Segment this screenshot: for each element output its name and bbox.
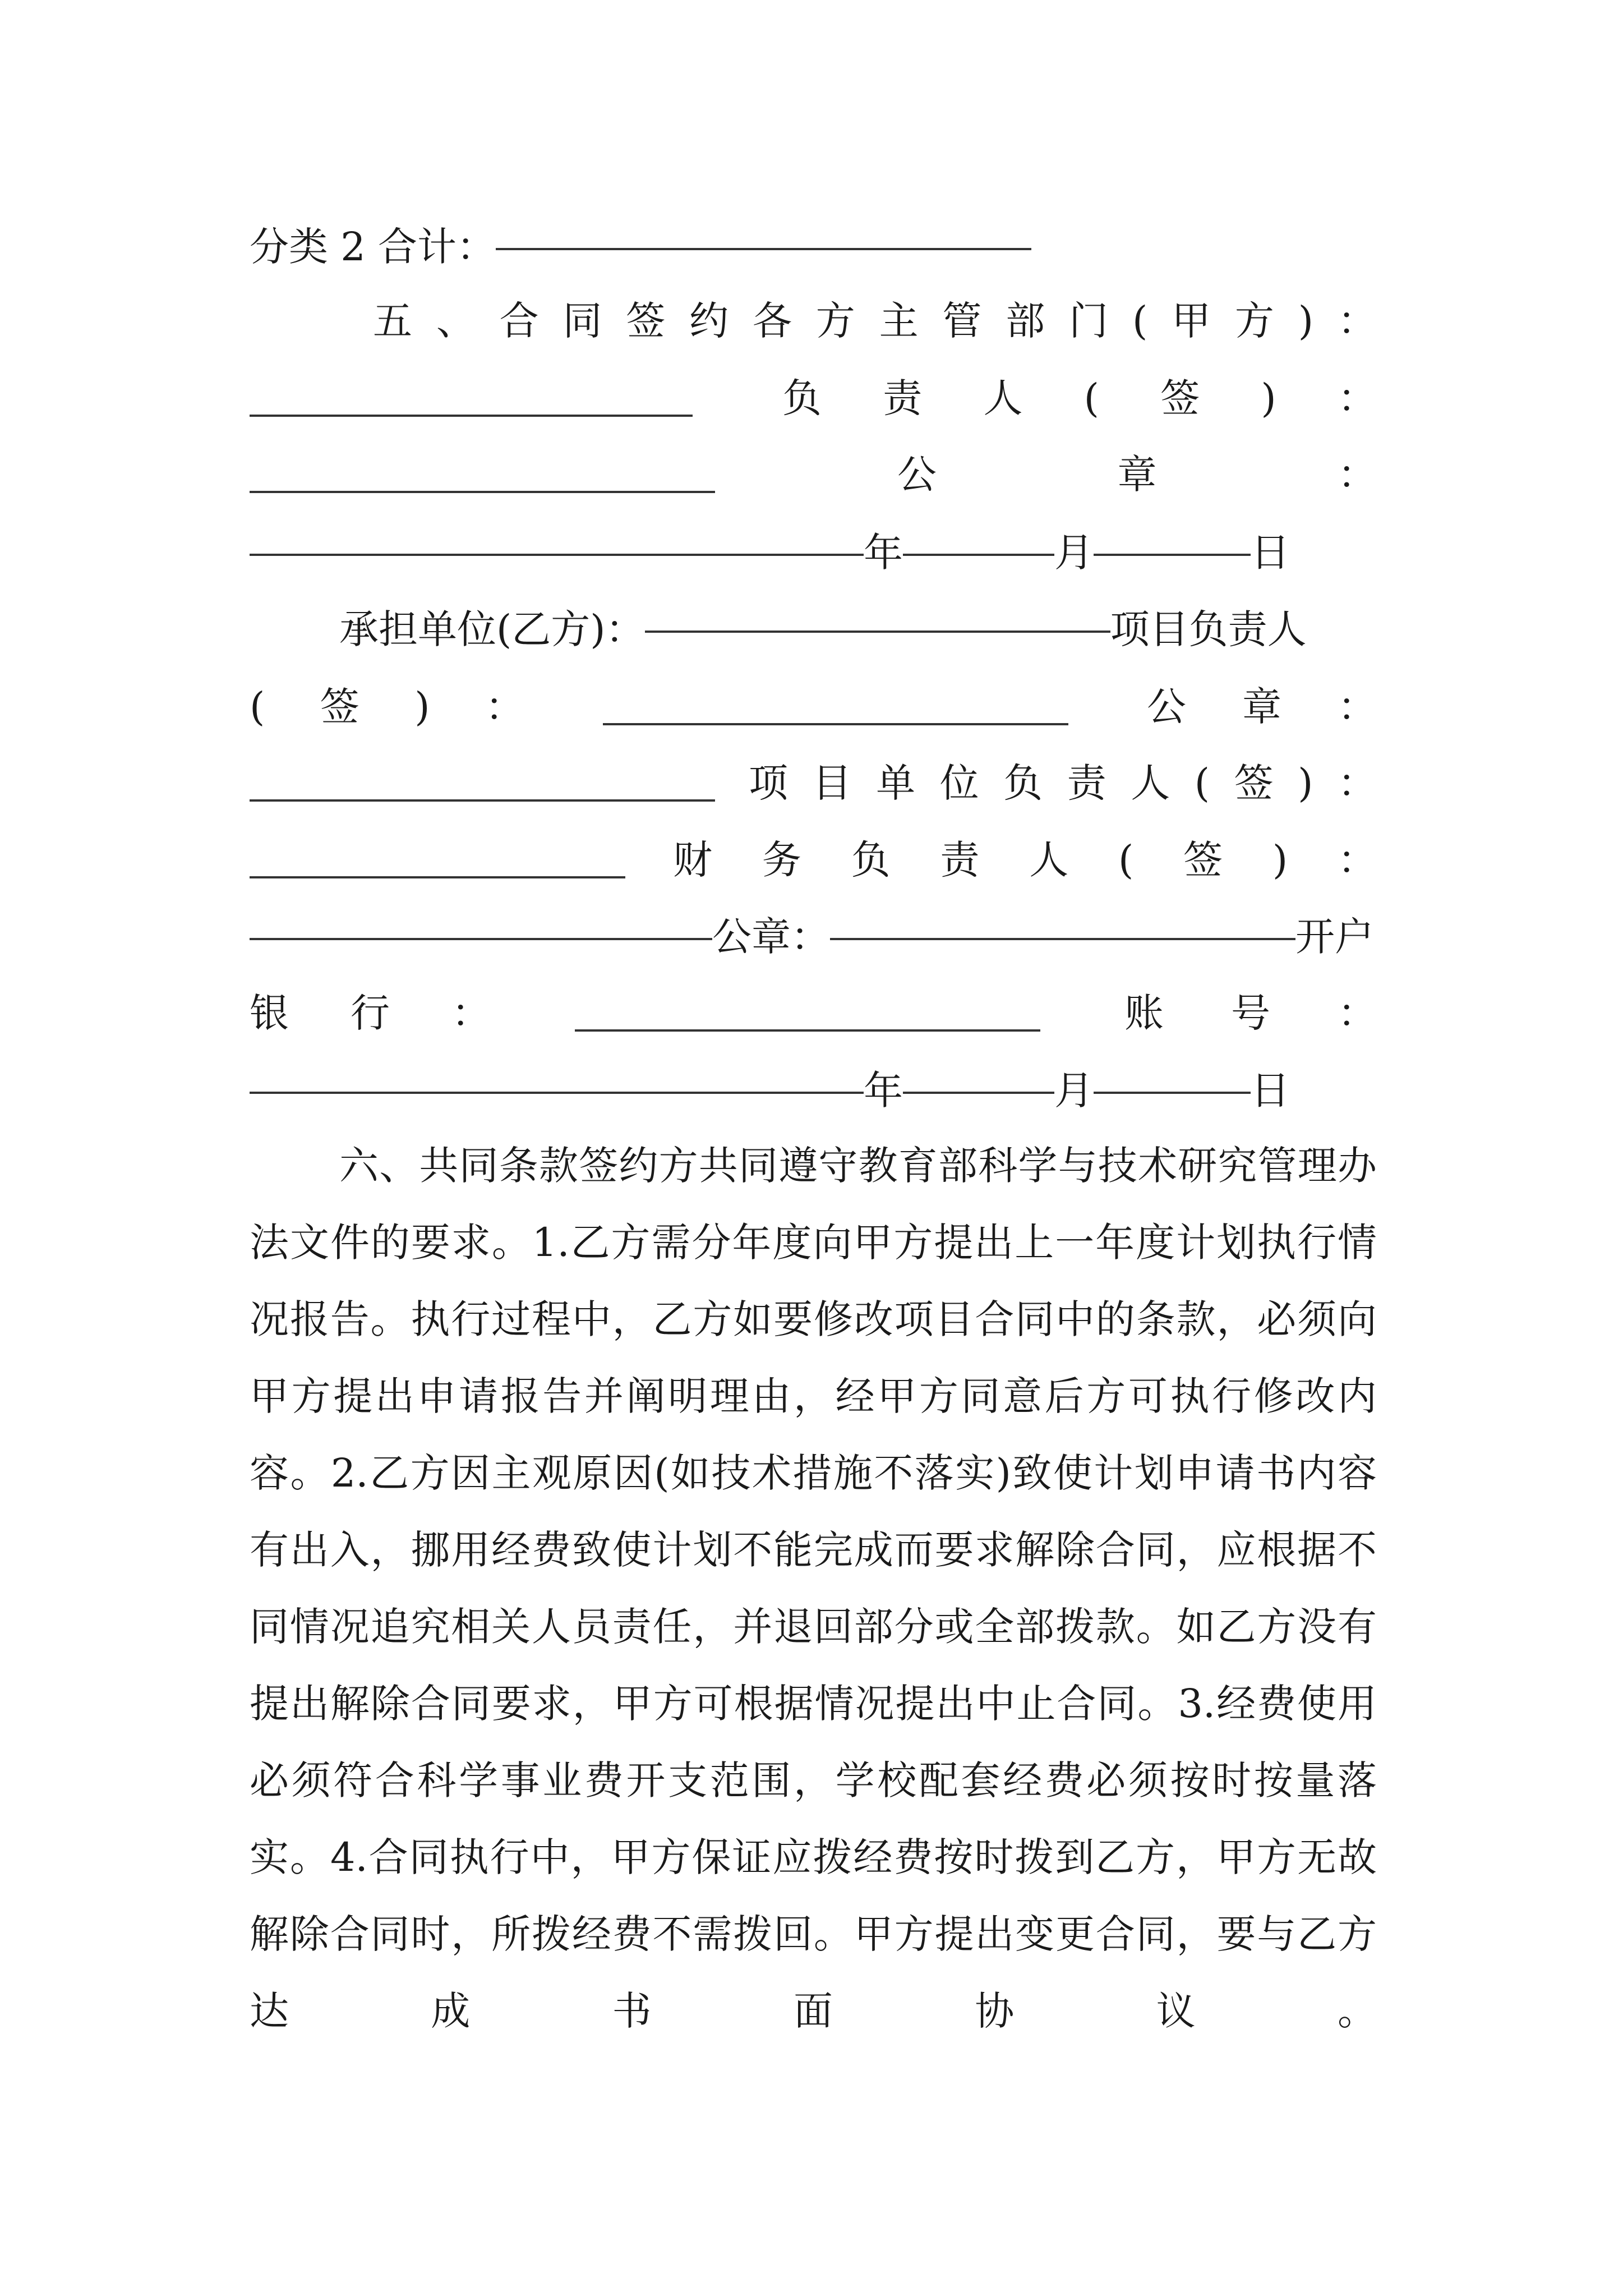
month-blank-b[interactable] (903, 1057, 1054, 1094)
section5-heading: 五 、 合 同 签 约 各 方 主 管 部 门 ( 甲 方 ) ： (373, 298, 1377, 344)
party-a-head-blank[interactable] (250, 456, 715, 493)
account-blank[interactable] (250, 1057, 864, 1094)
party-a-seal-line (250, 441, 1377, 508)
party-b-label: 承担单位(乙方)： (339, 606, 645, 652)
month-label: 月 (1054, 530, 1094, 576)
party-b-line (339, 596, 1467, 663)
party-a-head-sign-label: 负 责 人 ( 签 ) ： (782, 375, 1377, 421)
sign-label: ( 签 ) ： (250, 684, 524, 730)
bank-label: 银 行 ： (250, 990, 491, 1036)
project-leader-blank[interactable] (603, 688, 1068, 725)
party-a-blank[interactable] (250, 380, 693, 417)
finance-head-line (250, 826, 1377, 894)
seal-label-c: 公章： (712, 914, 830, 960)
day-blank-b[interactable] (1094, 1057, 1251, 1094)
finance-seal-line (250, 903, 1377, 970)
category2-total-line (250, 213, 1377, 280)
day-label: 日 (1251, 530, 1290, 576)
party-a-seal-label: 公 章 ： (897, 452, 1377, 498)
section5-heading-line (373, 287, 1377, 355)
seal-label-b: 公 章 ： (1147, 684, 1377, 730)
year-label: 年 (864, 530, 903, 576)
open-account-label: 开户 (1295, 914, 1374, 960)
bank-account-line (250, 979, 1377, 1047)
project-unit-head-line (250, 749, 1377, 817)
year-label-b: 年 (864, 1068, 903, 1114)
finance-head-blank[interactable] (250, 903, 712, 940)
finance-head-label: 财 务 负 责 人 ( 签 ) ： (673, 837, 1377, 883)
day-blank[interactable] (1094, 519, 1251, 556)
party-a-seal-blank[interactable] (250, 519, 864, 556)
account-no-label: 账 号 ： (1124, 990, 1377, 1036)
project-leader-sign-line (250, 673, 1377, 740)
party-b-date-line (250, 1057, 1377, 1124)
category2-total-label: 分类 2 合计： (250, 224, 496, 270)
category2-total-blank[interactable] (496, 213, 1031, 250)
section6-paragraph: 六、共同条款签约方共同遵守教育部科学与技术研究管理办法文件的要求。1.乙方需分年度向甲方提出上一年度计划执行情况报告。执行过程中，乙方如要修改项目合同中的条款，必须向甲方提出申请报告并阐明理由，经甲方同意后方可执行修改内容。2.乙方因主观原因(如技术措施不落实)致使计划申请书内容有出入，挪用经费致使计划不能完成而要求解除合同，应根据不同情况追究相关人员责任，并退回部分或全部拨款。如乙方没有提出解除合同要求，甲方可根据情况提出中止合同。3.经费使用必须符合科学事业费开支范围，学校配套经费必须按时按量落实。4.合同执行中，甲方保证应拨经费按时拨到乙方，甲方无故解除合同时，所拨经费不需拨回。甲方提出变更合同，要与乙方达成书面协议。 (250, 1143, 1377, 2034)
party-a-head-sign-line (250, 365, 1377, 432)
party-a-date-line (250, 519, 1377, 586)
project-unit-head-blank[interactable] (250, 841, 625, 878)
party-b-blank[interactable] (645, 596, 1110, 633)
bank-blank[interactable] (575, 995, 1040, 1032)
project-unit-head-label: 项 目 单 位 负 责 人 ( 签 ) ： (749, 760, 1377, 806)
project-leader-label: 项目负责人 (1110, 606, 1307, 652)
seal-blank-b[interactable] (250, 765, 715, 802)
month-blank[interactable] (903, 519, 1054, 556)
day-label-b: 日 (1251, 1068, 1290, 1114)
seal-blank-c[interactable] (830, 903, 1295, 940)
month-label-b: 月 (1054, 1068, 1094, 1114)
